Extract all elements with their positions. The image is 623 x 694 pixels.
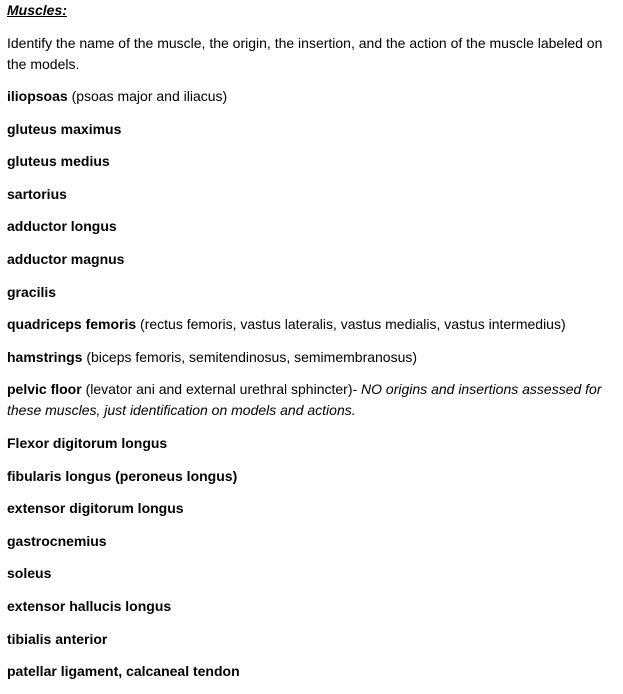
muscle-name: quadriceps femoris bbox=[7, 316, 137, 333]
list-item bbox=[7, 216, 619, 236]
assessment-note: NO origins and insertions assessed for these muscles, just identification on models and actions. bbox=[7, 381, 602, 418]
muscle-name: gluteus maximus bbox=[7, 120, 122, 137]
list-item bbox=[7, 151, 619, 171]
muscle-name: hamstrings bbox=[7, 348, 83, 365]
muscle-name: gracilis bbox=[7, 283, 57, 300]
muscle-list bbox=[7, 86, 619, 694]
list-item bbox=[7, 119, 619, 139]
list-item bbox=[7, 86, 619, 106]
list-item bbox=[7, 433, 619, 453]
list-item bbox=[7, 184, 619, 204]
muscle-name: pelvic floor bbox=[7, 381, 82, 398]
muscle-detail: (levator ani and external urethral sphincter)- bbox=[81, 381, 362, 398]
muscle-name: gastrocnemius bbox=[7, 532, 107, 549]
list-item bbox=[7, 314, 619, 334]
muscle-detail: (rectus femoris, vastus lateralis, vastus medialis, vastus intermedius) bbox=[136, 316, 566, 333]
muscle-name: patellar ligament, calcaneal tendon bbox=[7, 663, 240, 680]
list-item bbox=[7, 466, 619, 486]
list-item bbox=[7, 596, 619, 616]
section-heading: Muscles: bbox=[7, 2, 67, 18]
list-item bbox=[7, 379, 619, 420]
muscle-name: fibularis longus (peroneus longus) bbox=[7, 467, 238, 484]
muscle-name: Flexor digitorum longus bbox=[7, 434, 168, 451]
list-item bbox=[7, 347, 619, 367]
list-item bbox=[7, 249, 619, 269]
list-item bbox=[7, 498, 619, 518]
muscle-name: adductor longus bbox=[7, 218, 117, 235]
list-item bbox=[7, 282, 619, 302]
muscle-name: extensor hallucis longus bbox=[7, 597, 172, 614]
muscle-detail: (psoas major and iliacus) bbox=[67, 88, 228, 104]
muscle-detail: (biceps femoris, semitendinosus, semimembranosus) bbox=[82, 348, 418, 365]
list-item bbox=[7, 563, 619, 583]
muscle-name: gluteus medius bbox=[7, 153, 110, 170]
list-item bbox=[7, 661, 619, 681]
muscle-name: tibialis anterior bbox=[7, 630, 108, 647]
list-item bbox=[7, 531, 619, 551]
instructions: Identify the name of the muscle, the origin, the insertion, and the action of the muscle labeled on the models. bbox=[7, 35, 603, 72]
muscle-name: soleus bbox=[7, 565, 52, 582]
list-item bbox=[7, 629, 619, 649]
muscle-name: adductor magnus bbox=[7, 250, 125, 267]
muscle-name: sartorius bbox=[7, 185, 67, 202]
muscle-name: extensor digitorum longus bbox=[7, 500, 184, 517]
muscle-name: iliopsoas bbox=[7, 88, 68, 104]
